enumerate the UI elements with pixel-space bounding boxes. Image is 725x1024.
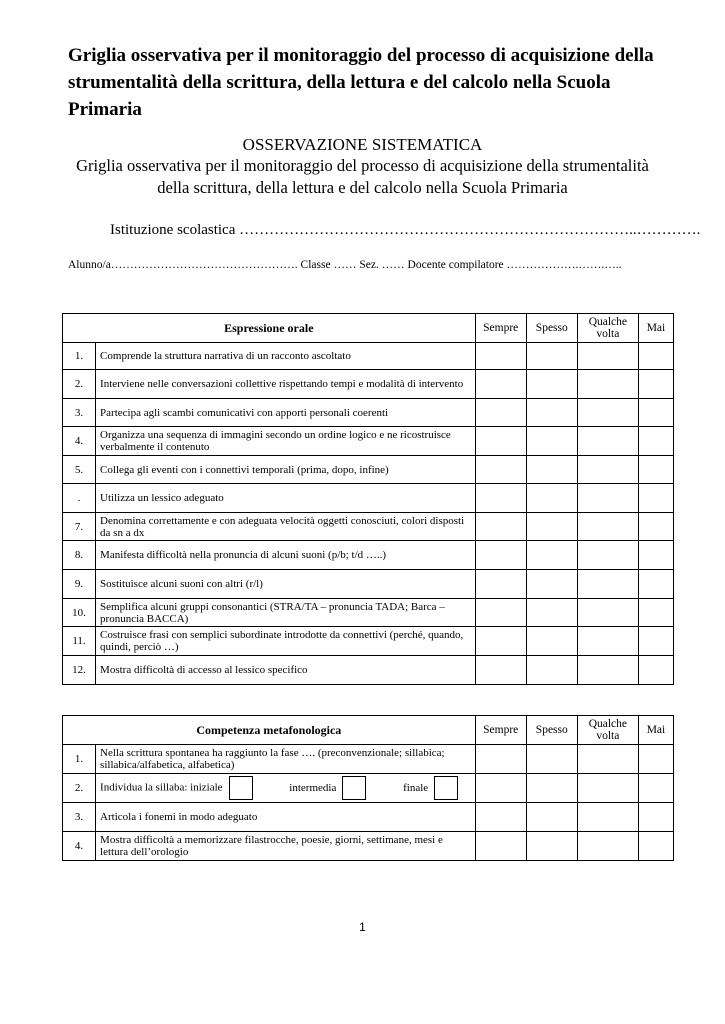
sub-title: Griglia osservativa per il monitoraggio del processo di acquisizione della strumentalità della scrittura, della lettura e del calcolo nella Scuola Primaria: [76, 156, 649, 197]
cell-spesso[interactable]: [526, 370, 577, 399]
table-title: Espressione orale: [63, 314, 476, 343]
istituzione-line: Istituzione scolastica ……………………………………………………………………..………….: [110, 222, 701, 238]
row-number: 4.: [63, 427, 96, 456]
espressione-orale-table: [62, 313, 674, 685]
cell-sempre[interactable]: [475, 370, 526, 399]
cell-spesso[interactable]: [526, 343, 577, 370]
row-number: 7.: [63, 513, 96, 541]
cell-mai[interactable]: [638, 774, 673, 803]
cell-qualche-volta[interactable]: [577, 484, 638, 513]
table-row: [63, 484, 674, 513]
finale-checkbox[interactable]: [434, 776, 458, 800]
cell-spesso[interactable]: [526, 456, 577, 484]
column-mai: Mai: [638, 314, 673, 343]
cell-qualche-volta[interactable]: [577, 427, 638, 456]
cell-qualche-volta[interactable]: [577, 803, 638, 832]
row-number: 12.: [63, 656, 96, 685]
row-number: 2.: [63, 370, 96, 399]
row-number: 1.: [63, 343, 96, 370]
table-row: [63, 370, 674, 399]
cell-sempre[interactable]: [475, 745, 526, 774]
row-text-sillaba: [96, 774, 476, 803]
intermedia-checkbox[interactable]: [342, 776, 366, 800]
cell-spesso[interactable]: [526, 513, 577, 541]
cell-sempre[interactable]: [475, 570, 526, 599]
cell-mai[interactable]: [638, 541, 673, 570]
column-qualche-volta: Qualche volta: [577, 314, 638, 343]
cell-qualche-volta[interactable]: [577, 370, 638, 399]
cell-sempre[interactable]: [475, 832, 526, 861]
row-number: 4.: [63, 832, 96, 861]
column-spesso: Spesso: [526, 314, 577, 343]
cell-spesso[interactable]: [526, 541, 577, 570]
intermedia-label: intermedia: [289, 781, 337, 794]
column-qualche-volta: Qualche volta: [577, 716, 638, 745]
row-text: Utilizza un lessico adeguato: [96, 484, 476, 513]
cell-qualche-volta[interactable]: [577, 599, 638, 627]
table-title: Competenza metafonologica: [63, 716, 476, 745]
cell-qualche-volta[interactable]: [577, 832, 638, 861]
row-text: Nella scrittura spontanea ha raggiunto la fase …. (preconvenzionale; sillabica; sillabica/alfabetica, alfabetica): [96, 745, 476, 774]
cell-sempre[interactable]: [475, 541, 526, 570]
row-number: 10.: [63, 599, 96, 627]
cell-qualche-volta[interactable]: [577, 513, 638, 541]
cell-qualche-volta[interactable]: [577, 627, 638, 656]
cell-mai[interactable]: [638, 832, 673, 861]
row-text: Organizza una sequenza di immagini secondo un ordine logico e ne ricostruisce verbalmente il contenuto: [96, 427, 476, 456]
cell-mai[interactable]: [638, 656, 673, 685]
cell-mai[interactable]: [638, 803, 673, 832]
table-header-row: [63, 314, 674, 343]
column-sempre: Sempre: [475, 716, 526, 745]
cell-sempre[interactable]: [475, 599, 526, 627]
column-sempre: Sempre: [475, 314, 526, 343]
cell-mai[interactable]: [638, 745, 673, 774]
cell-sempre[interactable]: [475, 427, 526, 456]
row-text: Manifesta difficoltà nella pronuncia di alcuni suoni (p/b; t/d …..): [96, 541, 476, 570]
table-row: [63, 599, 674, 627]
cell-sempre[interactable]: [475, 656, 526, 685]
cell-sempre[interactable]: [475, 484, 526, 513]
table-row: [63, 456, 674, 484]
cell-mai[interactable]: [638, 427, 673, 456]
cell-qualche-volta[interactable]: [577, 399, 638, 427]
cell-sempre[interactable]: [475, 627, 526, 656]
cell-spesso[interactable]: [526, 570, 577, 599]
row-text: Mostra difficoltà di accesso al lessico specifico: [96, 656, 476, 685]
table-row: [63, 399, 674, 427]
cell-qualche-volta[interactable]: [577, 343, 638, 370]
cell-spesso[interactable]: [526, 832, 577, 861]
column-spesso: Spesso: [526, 716, 577, 745]
cell-spesso[interactable]: [526, 745, 577, 774]
row-number: 2.: [63, 774, 96, 803]
cell-mai[interactable]: [638, 513, 673, 541]
table-row: [63, 627, 674, 656]
cell-mai[interactable]: [638, 627, 673, 656]
cell-qualche-volta[interactable]: [577, 745, 638, 774]
row-text: Articola i fonemi in modo adeguato: [96, 803, 476, 832]
cell-mai[interactable]: [638, 570, 673, 599]
row-text: Mostra difficoltà a memorizzare filastrocche, poesie, giorni, settimane, mesi e lettura dell’orologio: [96, 832, 476, 861]
cell-mai[interactable]: [638, 456, 673, 484]
cell-sempre[interactable]: [475, 774, 526, 803]
row-text: Interviene nelle conversazioni collettive rispettando tempi e modalità di intervento: [96, 370, 476, 399]
table-row: [63, 832, 674, 861]
cell-qualche-volta[interactable]: [577, 570, 638, 599]
row-text: Comprende la struttura narrativa di un racconto ascoltato: [96, 343, 476, 370]
cell-spesso[interactable]: [526, 774, 577, 803]
row-text: Partecipa agli scambi comunicativi con apporti personali coerenti: [96, 399, 476, 427]
table-row: [63, 343, 674, 370]
cell-spesso[interactable]: [526, 399, 577, 427]
cell-mai[interactable]: [638, 370, 673, 399]
cell-spesso[interactable]: [526, 484, 577, 513]
table-row: [63, 427, 674, 456]
table-row: [63, 513, 674, 541]
cell-sempre[interactable]: [475, 513, 526, 541]
cell-mai[interactable]: [638, 399, 673, 427]
table-row: [63, 774, 674, 803]
alunno-line: Alunno/a…………………………………………. Classe …… Sez. …… Docente compilatore ……………….…….…..: [68, 259, 622, 271]
cell-mai[interactable]: [638, 343, 673, 370]
cell-spesso[interactable]: [526, 599, 577, 627]
row-number: 1.: [63, 745, 96, 774]
table-row: [63, 803, 674, 832]
page-number: 1: [359, 920, 366, 934]
cell-sempre[interactable]: [475, 456, 526, 484]
table-row: [63, 656, 674, 685]
table-row: [63, 570, 674, 599]
row-number: 11.: [63, 627, 96, 656]
competenza-metafonologica-table: [62, 715, 674, 861]
cell-sempre[interactable]: [475, 343, 526, 370]
finale-label: finale: [403, 781, 429, 794]
row-number: 5.: [63, 456, 96, 484]
iniziale-checkbox[interactable]: [229, 776, 253, 800]
cell-qualche-volta[interactable]: [577, 656, 638, 685]
sillaba-label: Individua la sillaba: iniziale: [100, 781, 223, 794]
row-text: Costruisce frasi con semplici subordinate introdotte da connettivi (perché, quando, quindi, perciò …): [96, 627, 476, 656]
row-number: 3.: [63, 399, 96, 427]
row-text: Collega gli eventi con i connettivi temporali (prima, dopo, infine): [96, 456, 476, 484]
cell-qualche-volta[interactable]: [577, 456, 638, 484]
row-number: 9.: [63, 570, 96, 599]
cell-spesso[interactable]: [526, 427, 577, 456]
row-number: .: [63, 484, 96, 513]
table-row: [63, 541, 674, 570]
cell-sempre[interactable]: [475, 803, 526, 832]
cell-spesso[interactable]: [526, 656, 577, 685]
column-mai: Mai: [638, 716, 673, 745]
cell-mai[interactable]: [638, 599, 673, 627]
row-text: Semplifica alcuni gruppi consonantici (STRA/TA – pronuncia TADA; Barca – pronuncia BACCA): [96, 599, 476, 627]
row-number: 8.: [63, 541, 96, 570]
row-text: Sostituisce alcuni suoni con altri (r/l): [96, 570, 476, 599]
cell-qualche-volta[interactable]: [577, 774, 638, 803]
row-number: 3.: [63, 803, 96, 832]
cell-sempre[interactable]: [475, 399, 526, 427]
cell-spesso[interactable]: [526, 803, 577, 832]
main-title: Griglia osservativa per il monitoraggio del processo di acquisizione della strumentalità della scrittura, della lettura e del calcolo nella Scuola Primaria: [68, 45, 654, 120]
row-text: Denomina correttamente e con adeguata velocità oggetti conosciuti, colori disposti da sn a dx: [96, 513, 476, 541]
table-header-row: [63, 716, 674, 745]
section-heading: OSSERVAZIONE SISTEMATICA: [242, 135, 483, 154]
table-row: [63, 745, 674, 774]
cell-spesso[interactable]: [526, 627, 577, 656]
cell-qualche-volta[interactable]: [577, 541, 638, 570]
cell-mai[interactable]: [638, 484, 673, 513]
